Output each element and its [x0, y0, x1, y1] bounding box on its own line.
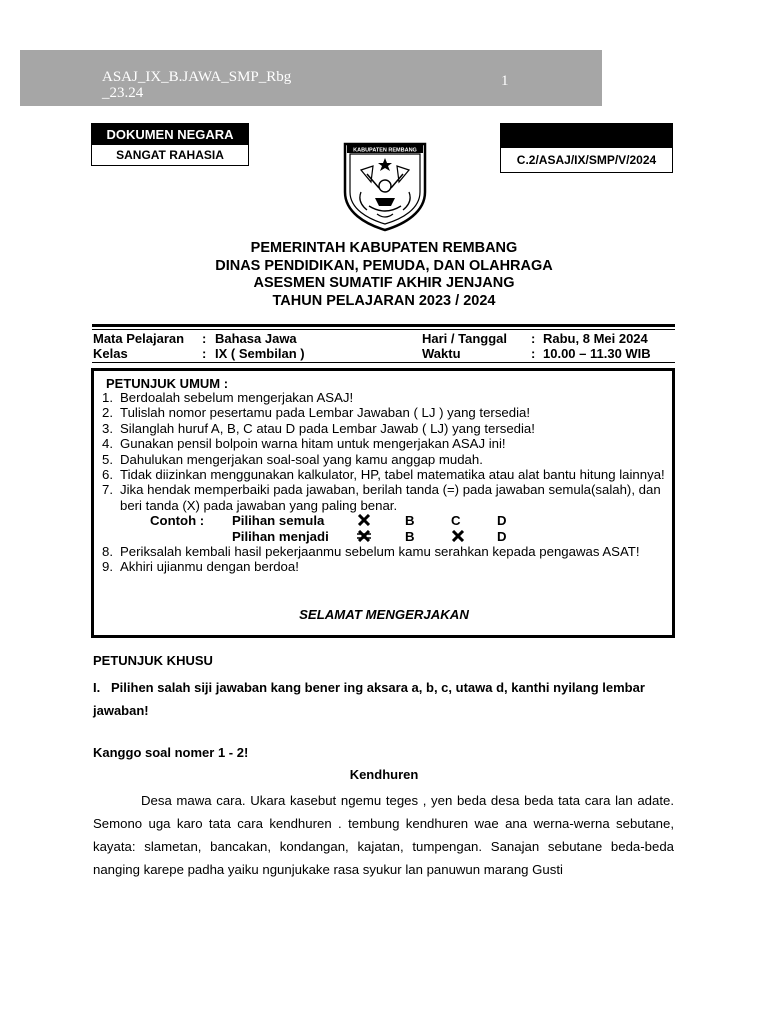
date-label: Hari / Tanggal [422, 331, 507, 346]
general-instructions-list [102, 390, 668, 575]
subject-label: Mata Pelajaran [93, 331, 185, 346]
list-item: 7. Jika hendak memperbaiki pada jawaban, berilah tanda (=) pada jawaban semula(salah), dan beri tanda (X) pada jawaban yang paling benar. [102, 482, 661, 513]
corrected-cross-mark-icon [357, 530, 371, 542]
colon: : [531, 346, 536, 361]
example-row-corrected [102, 529, 668, 544]
exam-code-header [501, 124, 672, 148]
cross-mark-icon [451, 530, 465, 542]
instruction-number: I. [93, 680, 101, 695]
list-item: 2. Tulislah nomor pesertamu pada Lembar Jawaban ( LJ ) yang tersedia! [102, 405, 531, 421]
title-line-1: PEMERINTAH KABUPATEN REMBANG [250, 240, 518, 256]
option-d: D [497, 528, 507, 544]
list-item: 8. Periksalah kembali hasil pekerjaanmu sebelum kamu serahkan kepada pengawas ASAT! [102, 544, 640, 560]
colon: : [202, 331, 207, 346]
example-corrected-label: Pilihan menjadi [232, 528, 329, 544]
page-title [84, 240, 684, 310]
class-value: IX ( Sembilan ) [215, 346, 305, 361]
title-line-4: TAHUN PELAJARAN 2023 / 2024 [272, 292, 496, 309]
class-label: Kelas [93, 346, 128, 361]
example-row-original [102, 513, 668, 528]
special-instruction [93, 676, 673, 722]
classification-bottom: SANGAT RAHASIA [116, 148, 224, 162]
option-b: B [405, 513, 415, 529]
classification-top: DOKUMEN NEGARA [92, 124, 248, 145]
story-text: Desa mawa cara. Ukara kasebut ngemu teges , yen beda desa beda tata cara lan adate. Semono uga karo tata cara kendhuren . tembung kendhuren wae ana werna-werna sebutane, kayata: slametan, bancakan, kondangan, kajatan, tumpengan. Sanajan sebutane beda-beda nanging karepe padha yaiku ngunjukake rasa syukur lan panuwun marang Gusti [93, 793, 674, 877]
closing-message: SELAMAT MENGERJAKAN [299, 607, 469, 622]
classification-box [91, 123, 249, 166]
list-item: 9. Akhiri ujianmu dengan berdoa! [102, 559, 299, 575]
story-title: Kendhuren [349, 767, 419, 782]
divider-thin [92, 329, 675, 330]
colon: : [531, 331, 536, 346]
example-original-label: Pilihan semula [232, 513, 325, 529]
regency-emblem-icon [339, 140, 431, 232]
instruction-text: Pilihen salah siji jawaban kang bener ing aksara a, b, c, utawa d, kanthi nyilang lembar jawaban! [93, 680, 645, 718]
title-line-2: DINAS PENDIDIKAN, PEMUDA, DAN OLAHRAGA [215, 257, 553, 274]
exam-code-box [500, 123, 673, 173]
general-instructions-title: PETUNJUK UMUM : [106, 376, 229, 391]
emblem-label: KABUPATEN REMBANG [353, 147, 417, 154]
page-number: 1 [501, 73, 509, 89]
date-value: Rabu, 8 Mei 2024 [543, 331, 648, 346]
example-label: Contoh : [150, 513, 205, 529]
exam-code: C.2/ASAJ/IX/SMP/V/2024 [516, 153, 657, 167]
special-instructions-title: PETUNJUK KHUSU [93, 653, 213, 668]
document-code: ASAJ_IX_B.JAWA_SMP_Rbg _23.24 [102, 69, 292, 101]
cross-mark-icon [357, 514, 371, 526]
title-line-3: ASESMEN SUMATIF AKHIR JENJANG [253, 275, 515, 291]
colon: : [202, 346, 207, 361]
time-value: 10.00 – 11.30 WIB [543, 346, 651, 361]
list-item: 1. Berdoalah sebelum mengerjakan ASAJ! [102, 390, 354, 405]
time-label: Waktu [422, 346, 461, 361]
divider-bottom [92, 362, 675, 363]
option-b: B [405, 528, 415, 544]
list-item: 5. Dahulukan mengerjakan soal-soal yang kamu anggap mudah. [102, 451, 483, 467]
list-item: 3. Silanglah huruf A, B, C atau D pada Lembar Jawab ( LJ) yang tersedia! [102, 420, 535, 436]
divider-thick [92, 324, 675, 327]
list-item: 6. Tidak diizinkan menggunakan kalkulator, HP, tabel matematika atau alat bantu hitung lainnya! [102, 467, 665, 483]
option-d: D [497, 513, 507, 529]
section-label: Kanggo soal nomer 1 - 2! [93, 745, 249, 760]
option-c: C [451, 513, 461, 529]
subject-value: Bahasa Jawa [215, 331, 297, 346]
list-item: 4. Gunakan pensil bolpoin warna hitam untuk mengerjakan ASAJ ini! [102, 436, 506, 452]
